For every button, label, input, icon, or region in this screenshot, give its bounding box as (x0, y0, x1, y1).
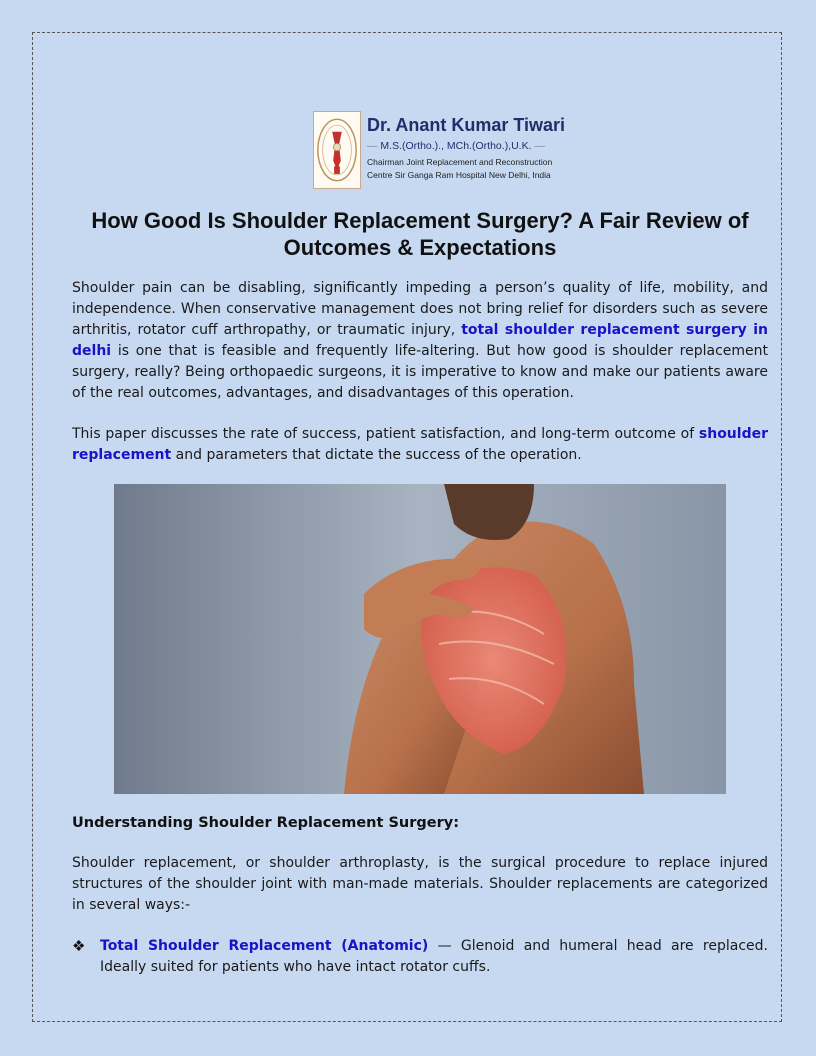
intro-text-before: Shoulder pain can be disabling, significantly impeding a person’s quality of life, mobility, and independence. When conservative management does not bring relief for disorders such as severe arthritis, rotator cuff arthropathy, or traumatic injury, (72, 280, 768, 338)
qualifications-text: M.S.(Ortho.)., MCh.(Ortho.),U.K. (380, 140, 532, 152)
doctor-hospital: Centre Sir Ganga Ram Hospital New Delhi, India (367, 170, 551, 180)
diamond-bullet-icon: ❖ (72, 938, 86, 955)
doctor-qualifications: — M.S.(Ortho.)., MCh.(Ortho.),U.K. — (367, 140, 545, 152)
bullet-text (100, 936, 768, 978)
doctor-position: Chairman Joint Replacement and Reconstruction (367, 157, 553, 167)
paper-text-after: and parameters that dictate the success of the operation. (171, 447, 582, 463)
bullet-description: Glenoid and humeral head are replaced. Ideally suited for patients who have intact rotator cuffs. (100, 938, 768, 975)
section-heading-understanding: Understanding Shoulder Replacement Surgery: (72, 815, 460, 831)
paper-text-before: This paper discusses the rate of success, patient satisfaction, and long-term outcome of (72, 426, 699, 442)
doctor-name: Dr. Anant Kumar Tiwari (367, 115, 566, 135)
shoulder-replacement-link[interactable]: shoulder replacement (72, 426, 768, 463)
document-title: How Good Is Shoulder Replacement Surgery? A Fair Review of Outcomes & Expectations (91, 208, 749, 260)
understanding-paragraph: Shoulder replacement, or shoulder arthroplasty, is the surgical procedure to replace injured structures of the shoulder joint with man-made materials. Shoulder replacements are categorized in several ways:- (72, 855, 768, 913)
total-shoulder-replacement-link[interactable]: total shoulder replacement surgery in delhi (72, 322, 769, 359)
intro-text-after: is one that is feasible and frequently life-altering. But how good is shoulder replacement surgery, really? Being orthopaedic surgeons, it is imperative to know and make our patients aware of the real outcomes, advantages, and disadvantages of this operation. (72, 343, 768, 401)
intro-paragraph (72, 278, 768, 404)
bullet-separator: — (428, 938, 461, 954)
paper-paragraph (72, 424, 768, 466)
shoulder-anatomy-image (114, 484, 726, 794)
header-logo (313, 111, 566, 191)
total-shoulder-anatomic-link[interactable]: Total Shoulder Replacement (Anatomic) (100, 938, 429, 954)
logo-seal-icon (313, 111, 361, 189)
